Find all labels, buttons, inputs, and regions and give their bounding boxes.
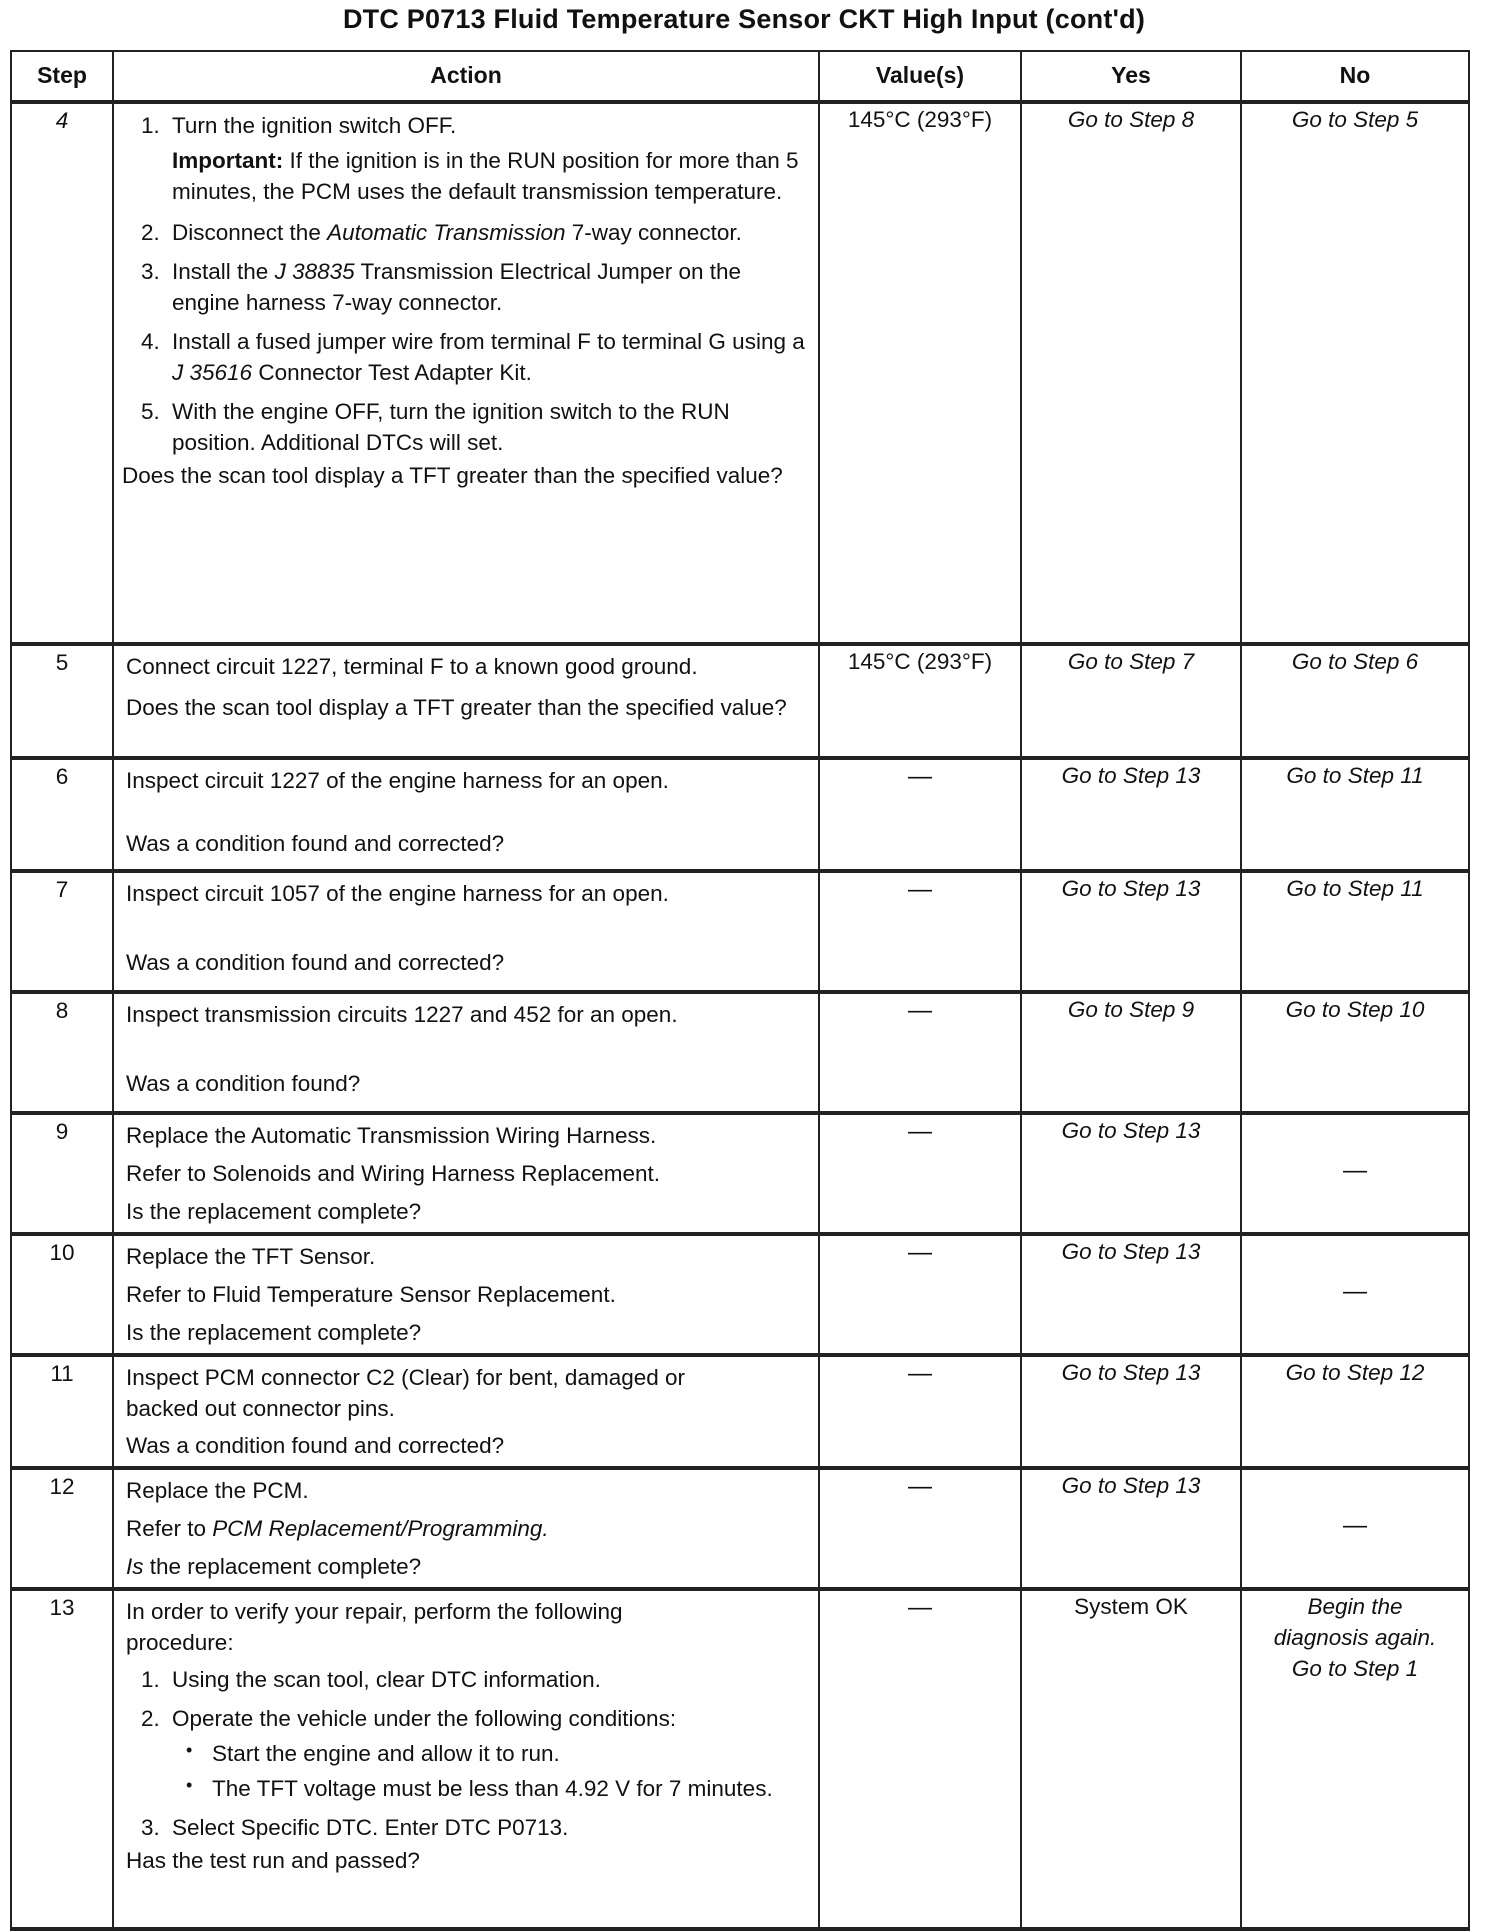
no-result: Go to Step 5 — [1241, 102, 1469, 644]
header-value: Value(s) — [819, 51, 1021, 102]
table-row-step-6 — [11, 758, 1469, 871]
yes-result: Go to Step 9 — [1021, 992, 1241, 1113]
no-result-line: Go to Step 1 — [1291, 1656, 1419, 1682]
yes-result: System OK — [1021, 1589, 1241, 1929]
step-number: 4 — [11, 102, 113, 644]
no-result: Go to Step 12 — [1241, 1355, 1469, 1468]
value-dash: — — [819, 1113, 1021, 1234]
value-dash: — — [819, 1589, 1021, 1929]
action-cell — [113, 1234, 819, 1355]
diagnostic-table — [10, 50, 1470, 1931]
action-step-3: 3. Install the J 38835 Transmission Electrical Jumper on the engine harness 7-way connector. — [166, 256, 810, 318]
step-number: 6 — [11, 758, 113, 871]
action-cell — [113, 758, 819, 871]
table-row-step-5 — [11, 644, 1469, 758]
action-step-1: 1. Using the scan tool, clear DTC information. — [166, 1664, 810, 1695]
table-row-step-9 — [11, 1113, 1469, 1234]
action-cell — [113, 102, 819, 644]
value-dash: — — [819, 871, 1021, 992]
yes-result: Go to Step 7 — [1021, 644, 1241, 758]
value-dash: — — [819, 758, 1021, 871]
action-step-3: 3. Select Specific DTC. Enter DTC P0713. — [166, 1812, 810, 1843]
action-line: Replace the PCM. — [126, 1478, 309, 1503]
action-question: Has the test run and passed? — [126, 1848, 420, 1874]
action-question: Does the scan tool display a TFT greater than the specified value? — [122, 463, 783, 489]
action-line: Inspect transmission circuits 1227 and 452 for an open. — [126, 1002, 678, 1027]
no-result: Go to Step 11 — [1241, 758, 1469, 871]
no-result: Go to Step 10 — [1241, 992, 1469, 1113]
action-line: Connect circuit 1227, terminal F to a known good ground. — [126, 654, 698, 679]
table-row-step-8 — [11, 992, 1469, 1113]
no-result-line: diagnosis again. — [1273, 1625, 1437, 1651]
action-question: Was a condition found? — [126, 1071, 361, 1097]
step-number: 12 — [11, 1468, 113, 1589]
table-row-step-12 — [11, 1468, 1469, 1589]
action-cell — [113, 992, 819, 1113]
action-cell — [113, 1113, 819, 1234]
action-question: Is the replacement complete? — [126, 1199, 422, 1225]
table-header-row — [11, 51, 1469, 102]
no-result-line: Begin the — [1307, 1594, 1403, 1619]
action-line: Inspect PCM connector C2 (Clear) for bent, damaged or backed out connector pins. — [126, 1365, 686, 1422]
page-title: DTC P0713 Fluid Temperature Sensor CKT High Input (cont'd) — [342, 4, 1146, 34]
table-row-step-11 — [11, 1355, 1469, 1468]
table-row-step-7 — [11, 871, 1469, 992]
no-dash: — — [1241, 1468, 1469, 1589]
condition-bullet: • Start the engine and allow it to run. — [206, 1738, 810, 1769]
action-line: Refer to Solenoids and Wiring Harness Replacement. — [126, 1161, 661, 1187]
value-dash: — — [819, 992, 1021, 1113]
action-step-5: 5. With the engine OFF, turn the ignition switch to the RUN position. Additional DTCs will set. — [166, 396, 810, 458]
header-yes: Yes — [1021, 51, 1241, 102]
action-cell — [113, 1468, 819, 1589]
action-question: Was a condition found and corrected? — [126, 950, 505, 976]
action-line: Refer to Fluid Temperature Sensor Replacement. — [126, 1282, 616, 1308]
action-question: Does the scan tool display a TFT greater than the specified value? — [126, 695, 787, 721]
no-dash: — — [1241, 1234, 1469, 1355]
yes-result: Go to Step 13 — [1021, 758, 1241, 871]
action-line: Inspect circuit 1057 of the engine harness for an open. — [126, 881, 669, 906]
no-result: Go to Step 6 — [1241, 644, 1469, 758]
step-number: 10 — [11, 1234, 113, 1355]
action-line: Refer to PCM Replacement/Programming. — [126, 1516, 549, 1542]
yes-result: Go to Step 13 — [1021, 1113, 1241, 1234]
action-step-2: 2. Operate the vehicle under the following conditions: • Start the engine and allow it to run. • The TFT voltage must be less than 4.92 V for 7 minutes. — [166, 1703, 810, 1804]
condition-bullet: • The TFT voltage must be less than 4.92 V for 7 minutes. — [206, 1773, 810, 1804]
action-question: Was a condition found and corrected? — [126, 1433, 505, 1459]
action-line: Replace the Automatic Transmission Wiring Harness. — [126, 1123, 657, 1148]
yes-result: Go to Step 13 — [1021, 1234, 1241, 1355]
step-number: 7 — [11, 871, 113, 992]
yes-result: Go to Step 8 — [1021, 102, 1241, 644]
value-dash: — — [819, 1234, 1021, 1355]
header-step: Step — [11, 51, 113, 102]
header-no: No — [1241, 51, 1469, 102]
yes-result: Go to Step 13 — [1021, 1355, 1241, 1468]
action-step-1: 1. Turn the ignition switch OFF. Important: If the ignition is in the RUN position for more than 5 minutes, the PCM uses the default transmission temperature. — [166, 110, 810, 207]
important-note: Important: If the ignition is in the RUN position for more than 5 minutes, the PCM uses the default transmission temperature. — [172, 148, 799, 205]
value-dash: — — [819, 1355, 1021, 1468]
header-action: Action — [113, 51, 819, 102]
table-row-step-13 — [11, 1589, 1469, 1929]
step-number: 11 — [11, 1355, 113, 1468]
action-step-2: 2. Disconnect the Automatic Transmission 7-way connector. — [166, 217, 810, 248]
value-dash: — — [819, 1468, 1021, 1589]
no-dash: — — [1241, 1113, 1469, 1234]
step-number: 9 — [11, 1113, 113, 1234]
table-row-step-10 — [11, 1234, 1469, 1355]
action-cell — [113, 644, 819, 758]
no-result: Go to Step 11 — [1241, 871, 1469, 992]
step-number: 8 — [11, 992, 113, 1113]
action-intro: In order to verify your repair, perform the following procedure: — [126, 1599, 623, 1656]
step-number: 5 — [11, 644, 113, 758]
no-result — [1241, 1589, 1469, 1929]
yes-result: Go to Step 13 — [1021, 871, 1241, 992]
action-step-4: 4. Install a fused jumper wire from terminal F to terminal G using a J 35616 Connector Test Adapter Kit. — [166, 326, 810, 388]
yes-result: Go to Step 13 — [1021, 1468, 1241, 1589]
action-cell — [113, 871, 819, 992]
action-question: Is the replacement complete? — [126, 1320, 422, 1346]
step-number: 13 — [11, 1589, 113, 1929]
value-cell: 145°C (293°F) — [819, 644, 1021, 758]
action-cell — [113, 1355, 819, 1468]
action-line: Inspect circuit 1227 of the engine harness for an open. — [126, 768, 669, 793]
action-line: Replace the TFT Sensor. — [126, 1244, 376, 1269]
action-cell — [113, 1589, 819, 1929]
action-question: Was a condition found and corrected? — [126, 831, 505, 857]
table-row-step-4 — [11, 102, 1469, 644]
action-question: Is the replacement complete? — [126, 1554, 422, 1580]
value-cell: 145°C (293°F) — [819, 102, 1021, 644]
